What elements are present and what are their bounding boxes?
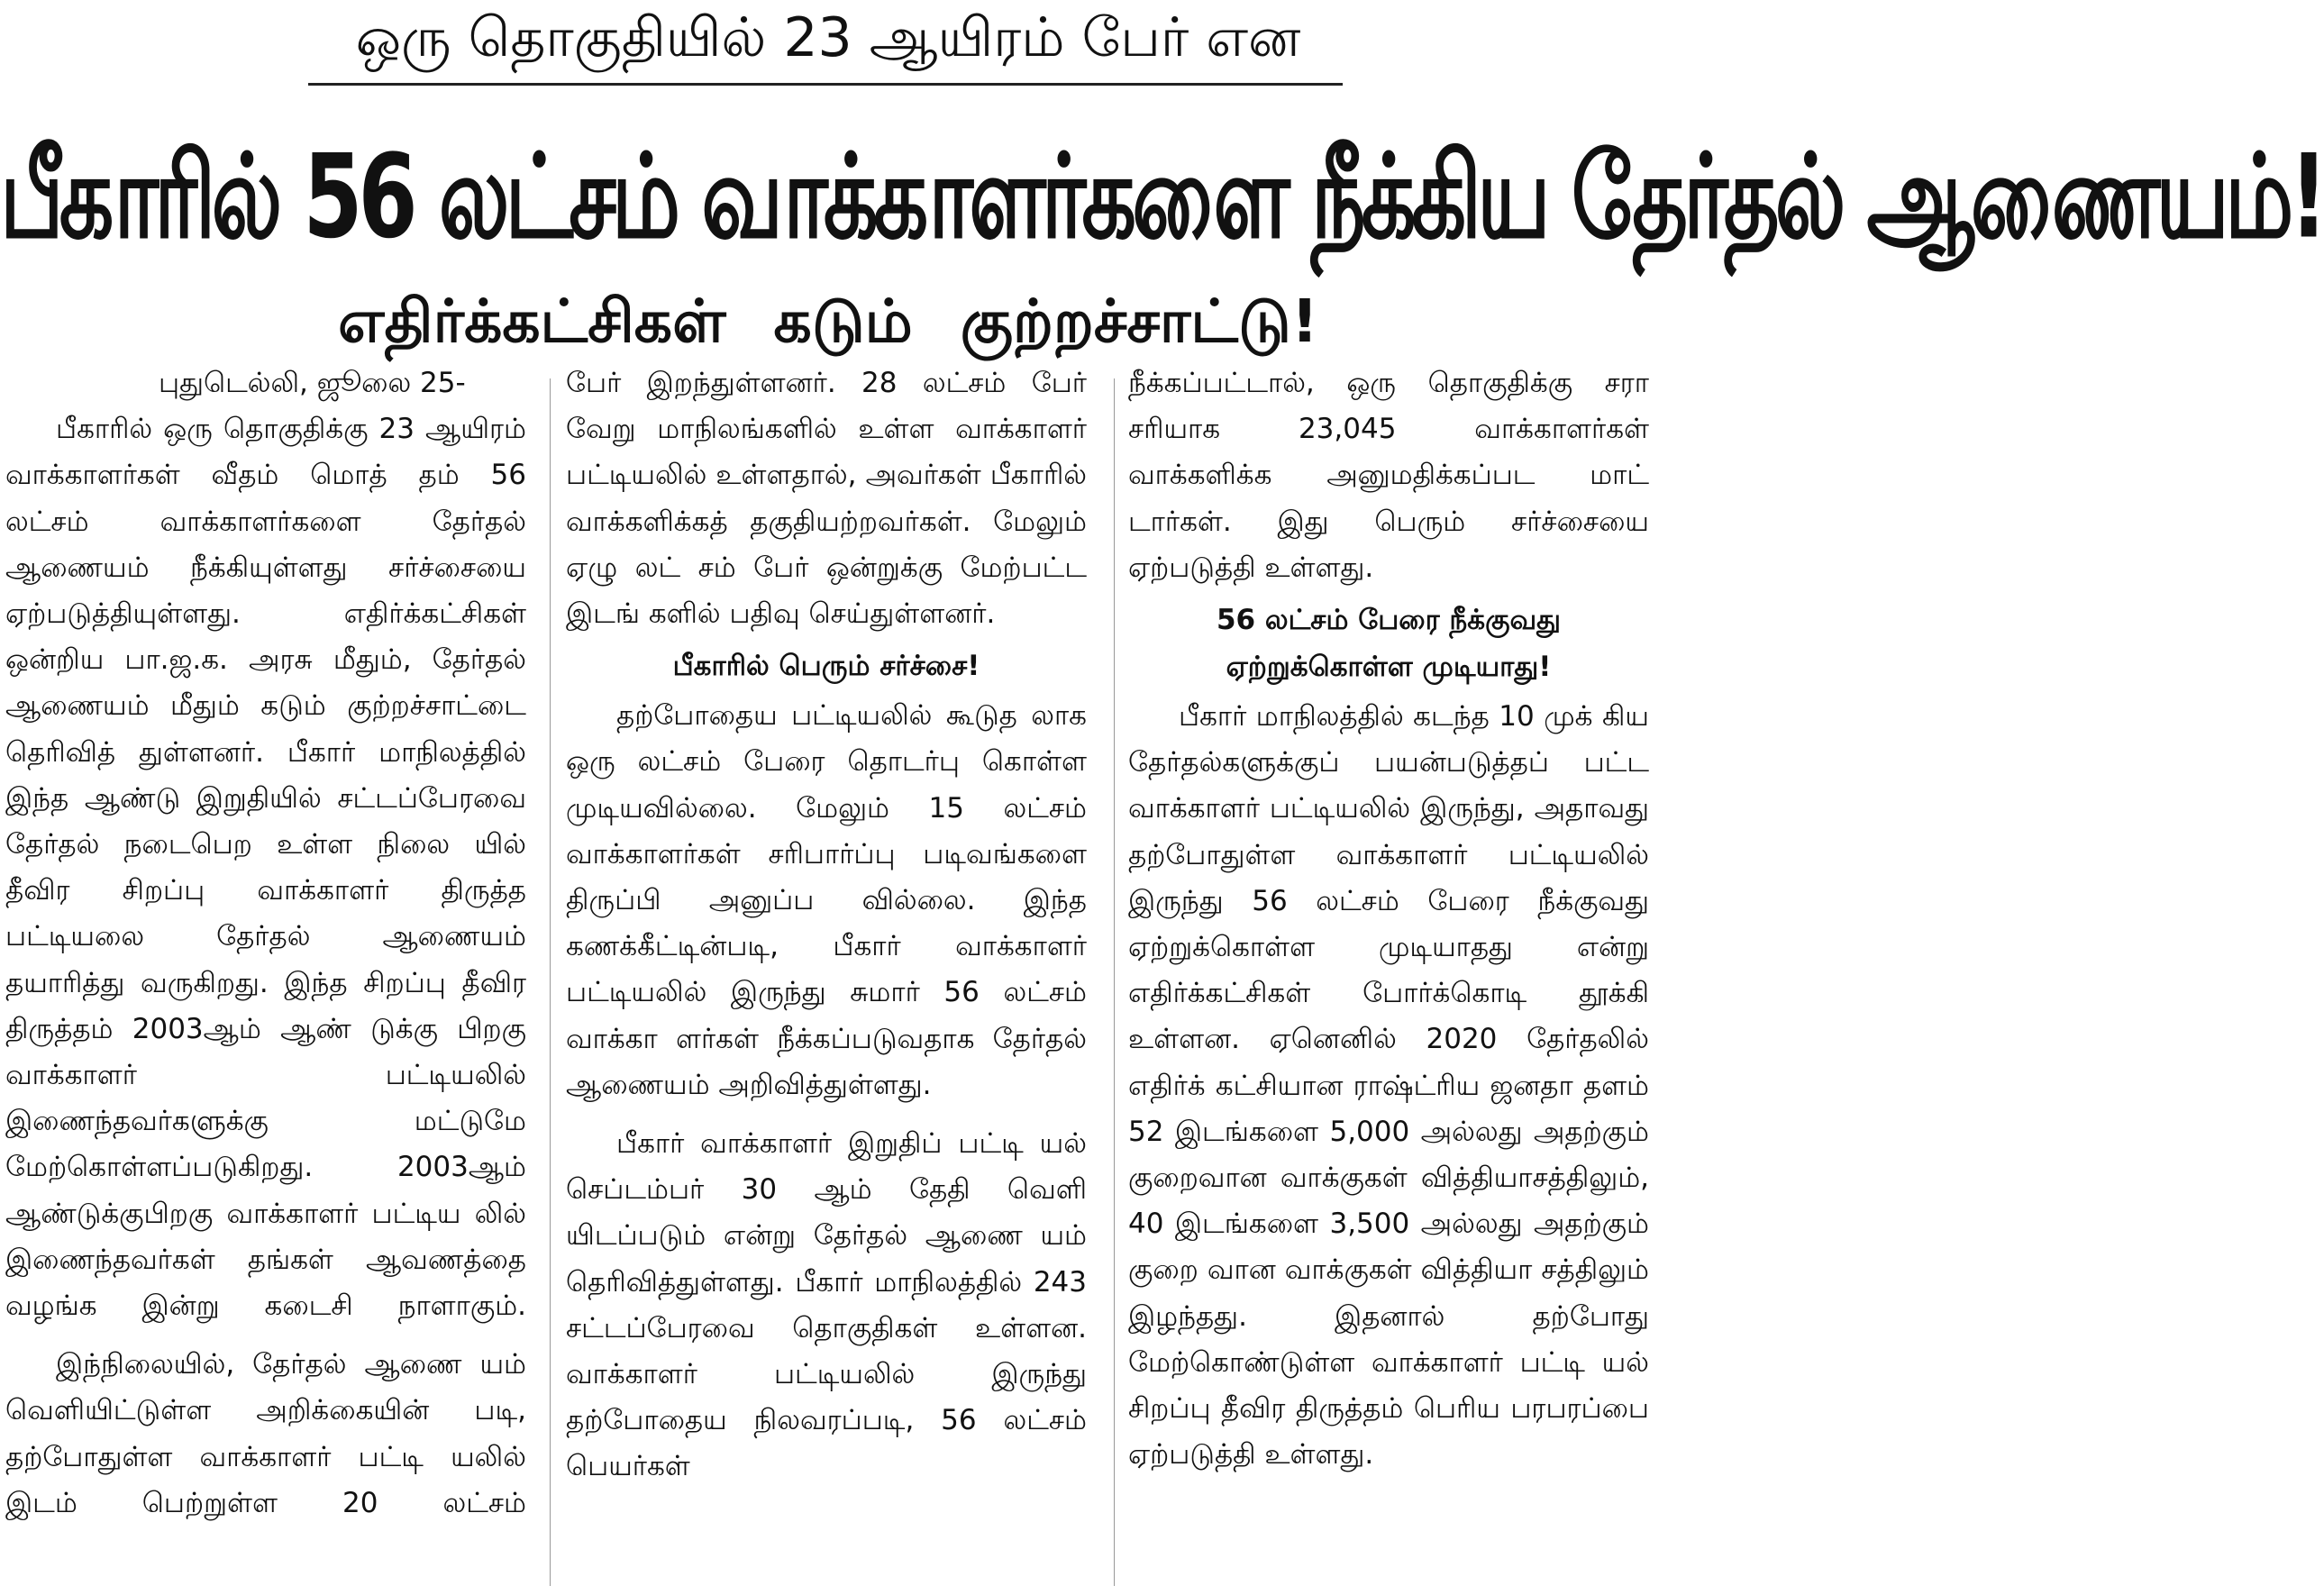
paragraph: பீகாரில் ஒரு தொகுதிக்கு 23 ஆயிரம் வாக்காளர்கள் வீதம் மொத் தம் 56 லட்சம் வாக்காளர்களை தேர்தல் ஆணையம் நீக்கியுள்ளது சர்ச்சையை ஏற்படுத்தியுள்ளது. எதிர்க்கட்சிகள் ஒன்றிய பா.ஜ.க. அரசு மீதும், தேர்தல் ஆணையம் மீதும் கடும் குற்றச்சாட்டை தெரிவித் துள்ளனர். பீகார் மாநிலத்தில் இந்த ஆண்டு இறுதியில் சட்டப்பேரவை தேர்தல் நடைபெற உள்ள நிலை யில் தீவிர சிறப்பு வாக்காளர் திருத்த பட்டியலை தேர்தல் ஆணையம் தயாரித்து வருகிறது. இந்த சிறப்பு தீவிர திருத்தம் 2003ஆம் ஆண் டுக்கு பிறகு வாக்காளர் பட்டியலில் இணைந்தவர்களுக்கு மட்டுமே மேற்கொள்ளப்படுகிறது. 2003ஆம் ஆண்டுக்குபிறகு வாக்காளர் பட்டிய லில் இணைந்தவர்கள் தங்கள் ஆவணத்தை வழங்க இன்று கடைசி நாளாகும். (5, 413, 526, 1323)
article-column-1 (5, 360, 526, 1595)
paragraph: பேர் இறந்துள்ளனர். 28 லட்சம் பேர் வேறு மாநிலங்களில் உள்ள வாக்காளர் பட்டியலில் உள்ளதால், அவர்கள் பீகாரில் வாக்களிக்கத் தகுதியற்றவர்கள். மேலும் ஏழு லட் சம் பேர் ஒன்றுக்கு மேற்பட்ட இடங் களில் பதிவு செய்துள்ளனர். (566, 367, 1087, 631)
paragraph: தற்போதைய பட்டியலில் கூடுத லாக ஒரு லட்சம் பேரை தொடர்பு கொள்ள முடியவில்லை. மேலும் 15 லட்சம் வாக்காளர்கள் சரிபார்ப்பு படிவங்களை திருப்பி அனுப்ப வில்லை. இந்த கணக்கீட்டின்படி, பீகார் வாக்காளர் பட்டியலில் இருந்து சுமார் 56 லட்சம் வாக்கா ளர்கள் நீக்கப்படுவதாக தேர்தல் ஆணையம் அறிவித்துள்ளது. (566, 699, 1087, 1101)
main-headline: பீகாரில் 56 லட்சம் வாக்காளர்களை நீக்கிய தேர்தல் ஆணையம்! (0, 131, 2324, 265)
article-column-3 (1128, 360, 1649, 1595)
sub-headline: எதிர்க்கட்சிகள் கடும் குற்றச்சாட்டு! (338, 287, 1318, 356)
paragraph: பீகார் மாநிலத்தில் கடந்த 10 முக் கிய தேர்தல்களுக்குப் பயன்படுத்தப் பட்ட வாக்காளர் பட்டியலில் இருந்து, அதாவது தற்போதுள்ள வாக்காளர் பட்டியலில் இருந்து 56 லட்சம் பேரை நீக்குவது ஏற்றுக்கொள்ள முடியாதது என்று எதிர்க்கட்சிகள் போர்க்கொடி தூக்கி உள்ளன. ஏனெனில் 2020 தேர்தலில் எதிர்க் கட்சியான ராஷ்ட்ரிய ஜனதா தளம் 52 இடங்களை 5,000 அல்லது அதற்கும் குறைவான வாக்குகள் வித்தியாசத்திலும், 40 இடங்களை 3,500 அல்லது அதற்கும் குறை வான வாக்குகள் வித்தியா சத்திலும் இழந்தது. இதனால் தற்போது மேற்கொண்டுள்ள வாக்காளர் பட்டி யல் சிறப்பு தீவிர திருத்தம் பெரிய பரபரப்பை ஏற்படுத்தி உள்ளது. (1128, 700, 1649, 1472)
section-subheading: பீகாரில் பெரும் சர்ச்சை! (672, 650, 980, 683)
article-column-2 (566, 360, 1087, 1595)
paragraph: இந்நிலையில், தேர்தல் ஆணை யம் வெளியிட்டுள்ள அறிக்கையின் படி, தற்போதுள்ள வாக்காளர் பட்டி யலில் இடம் பெற்றுள்ள 20 லட்சம் (5, 1348, 526, 1519)
kicker-underline (308, 83, 1343, 86)
kicker-headline: ஒரு தொகுதியில் 23 ஆயிரம் பேர் என (355, 6, 1301, 69)
paragraph: நீக்கப்பட்டால், ஒரு தொகுதிக்கு சரா சரியாக 23,045 வாக்காளர்கள் வாக்களிக்க அனுமதிக்கப்பட மாட் டார்கள். இது பெரும் சர்ச்சையை ஏற்படுத்தி உள்ளது. (1128, 367, 1649, 584)
section-subheading: ஏற்றுக்கொள்ள முடியாது! (1226, 651, 1552, 684)
section-subheading: 56 லட்சம் பேரை நீக்குவது (1216, 604, 1562, 637)
dateline: புதுடெல்லி, ஜூலை 25- (159, 367, 466, 399)
column-divider (550, 378, 551, 1586)
column-divider (1114, 378, 1115, 1586)
paragraph: பீகார் வாக்காளர் இறுதிப் பட்டி யல் செப்டம்பர் 30 ஆம் தேதி வெளி யிடப்படும் என்று தேர்தல் ஆணை யம் தெரிவித்துள்ளது. பீகார் மாநிலத்தில் 243 சட்டப்பேரவை தொகுதிகள் உள்ளன. வாக்காளர் பட்டியலில் இருந்து தற்போதைய நிலவரப்படி, 56 லட்சம் பெயர்கள் (566, 1127, 1087, 1483)
